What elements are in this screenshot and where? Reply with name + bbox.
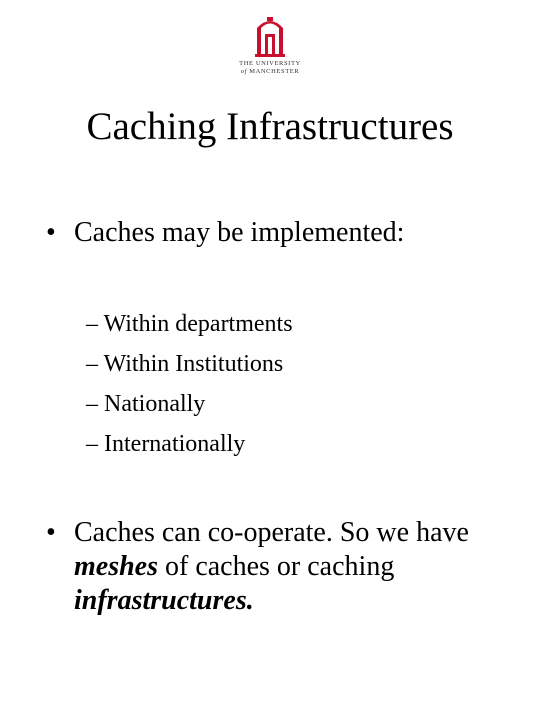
bullet-marker: • [46, 517, 56, 548]
bullet-item [46, 216, 516, 250]
sub-bullet-item: – Within Institutions [86, 351, 284, 377]
bullet-text [74, 516, 516, 618]
logo-of: of [240, 67, 247, 75]
sub-bullet-item: – Nationally [86, 391, 206, 417]
bullet-emphasis: meshes [74, 551, 158, 582]
sub-bullet-item: – Within departments [86, 311, 293, 337]
university-crest-icon [253, 14, 287, 58]
bullet-text: Caches may be implemented: [74, 217, 405, 248]
bullet-marker: • [46, 217, 56, 248]
logo-line-2 [232, 68, 308, 76]
sub-bullet-list [86, 304, 293, 464]
slide-title: Caching Infrastructures [86, 105, 454, 148]
sub-bullet-item: – Internationally [86, 431, 246, 457]
bullet-emphasis: infrastructures. [74, 585, 254, 616]
university-logo [232, 14, 308, 82]
bullet-text-part: Caches can co-operate. So we have [74, 517, 469, 548]
bullet-item [46, 516, 516, 618]
logo-wordmark [232, 60, 308, 75]
bullet-text-part: of caches or caching [158, 551, 395, 582]
logo-line-1: THE UNIVERSITY [239, 60, 301, 67]
logo-manchester: MANCHESTER [249, 67, 300, 75]
